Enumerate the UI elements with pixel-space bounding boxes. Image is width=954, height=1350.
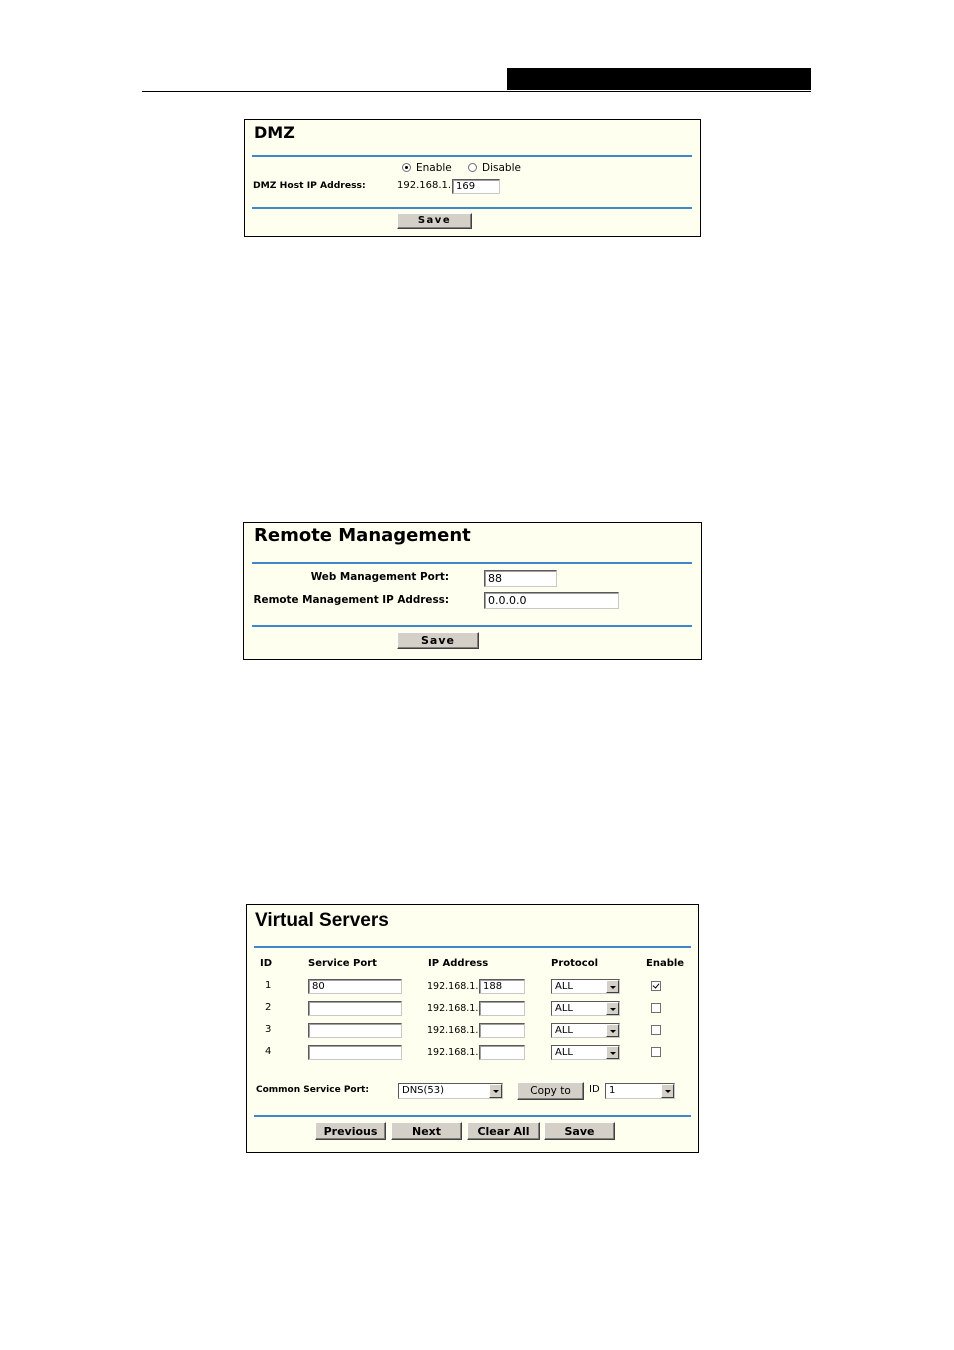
protocol-select-value: ALL (555, 1002, 573, 1014)
remote-management-panel (243, 522, 702, 660)
remote-management-ip-label: Remote Management IP Address: (253, 594, 449, 606)
ip-prefix: 192.168.1. (427, 1024, 479, 1036)
protocol-select[interactable] (551, 1023, 620, 1038)
dropdown-button[interactable] (661, 1084, 674, 1098)
copy-to-button[interactable]: Copy to (517, 1082, 584, 1100)
table-row (247, 1022, 698, 1038)
dmz-disable-radio[interactable] (468, 163, 477, 172)
dmz-panel (244, 119, 701, 237)
checkmark-icon (653, 981, 660, 988)
remote-management-bottom-rule (252, 625, 692, 627)
dmz-title: DMZ (254, 123, 295, 142)
triangle-down-icon (610, 1052, 616, 1055)
remote-management-title: Remote Management (254, 525, 471, 546)
dmz-enable-label[interactable]: Enable (416, 162, 452, 174)
dmz-host-ip-field[interactable] (452, 179, 500, 194)
dmz-bottom-rule (252, 207, 692, 209)
copy-id-select[interactable] (605, 1083, 675, 1099)
dmz-top-rule (252, 155, 692, 157)
ip-prefix: 192.168.1. (427, 980, 479, 992)
dmz-enable-radio[interactable] (402, 163, 411, 172)
header-bar (507, 68, 811, 90)
protocol-select[interactable] (551, 979, 620, 994)
column-header-service-port: Service Port (308, 958, 377, 969)
radio-dot-icon (405, 166, 408, 169)
table-row (247, 978, 698, 994)
dropdown-button[interactable] (606, 1024, 619, 1037)
enable-checkbox[interactable] (651, 1003, 661, 1013)
save-button[interactable]: Save (544, 1122, 615, 1140)
row-id: 3 (265, 1024, 272, 1035)
triangle-down-icon (493, 1090, 499, 1093)
triangle-down-icon (610, 986, 616, 989)
dmz-disable-label[interactable]: Disable (482, 162, 521, 174)
enable-checkbox[interactable] (651, 981, 661, 991)
dropdown-button[interactable] (606, 980, 619, 993)
remote-management-top-rule (252, 562, 692, 564)
common-service-port-select[interactable] (398, 1083, 503, 1099)
ip-last-octet-field[interactable] (479, 1001, 525, 1016)
triangle-down-icon (610, 1030, 616, 1033)
column-header-enable: Enable (646, 958, 685, 969)
service-port-field[interactable] (308, 1045, 402, 1060)
next-button[interactable]: Next (391, 1122, 462, 1140)
dropdown-button[interactable] (489, 1084, 502, 1098)
dmz-host-ip-label: DMZ Host IP Address: (253, 180, 366, 191)
service-port-field[interactable] (308, 1023, 402, 1038)
row-id: 1 (265, 980, 272, 991)
ip-prefix: 192.168.1. (427, 1046, 479, 1058)
dmz-save-button[interactable]: Save (397, 213, 472, 229)
row-id: 4 (265, 1046, 272, 1057)
web-management-port-field[interactable] (484, 570, 557, 587)
virtual-servers-panel (246, 904, 699, 1153)
dropdown-button[interactable] (606, 1046, 619, 1059)
common-service-port-label: Common Service Port: (256, 1085, 369, 1095)
triangle-down-icon (610, 1008, 616, 1011)
protocol-select[interactable] (551, 1001, 620, 1016)
copy-id-value: 1 (609, 1085, 616, 1096)
previous-button[interactable]: Previous (315, 1122, 386, 1140)
ip-prefix: 192.168.1. (427, 1002, 479, 1014)
dmz-ip-prefix: 192.168.1. (397, 180, 452, 191)
enable-checkbox[interactable] (651, 1047, 661, 1057)
virtual-servers-bottom-rule (254, 1115, 691, 1117)
protocol-select-value: ALL (555, 980, 573, 992)
service-port-field[interactable] (308, 979, 402, 994)
virtual-servers-title: Virtual Servers (255, 910, 389, 931)
triangle-down-icon (665, 1090, 671, 1093)
dropdown-button[interactable] (606, 1002, 619, 1015)
protocol-select[interactable] (551, 1045, 620, 1060)
table-row (247, 1044, 698, 1060)
column-header-id: ID (260, 958, 273, 969)
table-row (247, 1000, 698, 1016)
column-header-protocol: Protocol (551, 958, 599, 969)
row-id: 2 (265, 1002, 272, 1013)
web-management-port-label: Web Management Port: (310, 571, 449, 583)
ip-last-octet-field[interactable] (479, 979, 525, 994)
ip-last-octet-field[interactable] (479, 1023, 525, 1038)
virtual-servers-top-rule (254, 946, 691, 948)
header-rule (142, 91, 811, 92)
clear-all-button[interactable]: Clear All (467, 1122, 540, 1140)
column-header-ip-address: IP Address (428, 958, 489, 969)
remote-management-save-button[interactable]: Save (397, 632, 479, 649)
protocol-select-value: ALL (555, 1046, 573, 1058)
ip-last-octet-field[interactable] (479, 1045, 525, 1060)
remote-management-ip-field[interactable] (484, 592, 619, 609)
protocol-select-value: ALL (555, 1024, 573, 1036)
copy-id-label: ID (589, 1084, 600, 1095)
enable-checkbox[interactable] (651, 1025, 661, 1035)
common-service-port-value: DNS(53) (402, 1085, 445, 1096)
service-port-field[interactable] (308, 1001, 402, 1016)
